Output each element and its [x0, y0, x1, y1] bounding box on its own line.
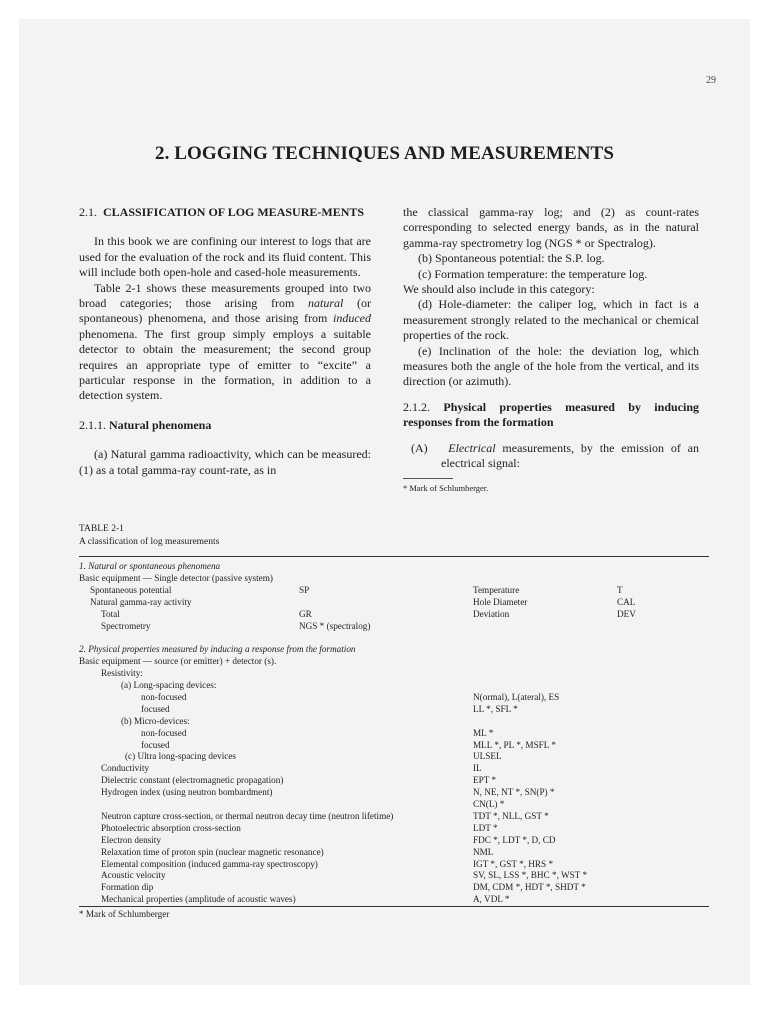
table-row	[79, 751, 709, 763]
section-number: 2.1.	[79, 205, 97, 219]
table-row	[79, 763, 709, 775]
table-cell: Total	[101, 608, 120, 619]
table-cell: N(ormal), L(ateral), ES	[473, 691, 560, 702]
chapter-title: 2. LOGGING TECHNIQUES AND MEASUREMENTS	[154, 143, 614, 164]
table-cell: N, NE, NT *, SN(P) *	[473, 787, 555, 798]
table-row	[79, 775, 709, 787]
table-cell: Electron density	[101, 834, 161, 845]
left-column	[79, 205, 371, 478]
table-cell: Deviation	[473, 608, 510, 619]
table-row	[79, 859, 709, 871]
table-cell: Mechanical properties (amplitude of acoustic waves)	[101, 894, 296, 905]
list-item: (c) Formation temperature: the temperature log.	[418, 266, 648, 281]
table-cell: Conductivity	[101, 763, 149, 774]
table-row	[79, 668, 709, 680]
table-row	[79, 847, 709, 859]
table-cell: IL	[473, 763, 482, 774]
table-cell: Elemental composition (induced gamma-ray spectroscopy)	[101, 858, 318, 869]
table-bottom-rule	[79, 906, 709, 907]
table-cell: ML *	[473, 727, 494, 738]
right-column	[403, 205, 699, 494]
table-cell: (c) Ultra long-spacing devices	[125, 751, 236, 762]
table-row	[79, 704, 709, 716]
table-row	[79, 835, 709, 847]
table-cell: T	[617, 584, 623, 595]
table-row	[79, 561, 709, 573]
table-cell: Spontaneous potential	[90, 584, 172, 595]
document-page	[19, 19, 750, 985]
table-cell: Hole Diameter	[473, 596, 528, 607]
table-cell: Relaxation time of proton spin (nuclear magnetic resonance)	[101, 846, 324, 857]
table-footnote: * Mark of Schlumberger	[79, 909, 170, 919]
table-cell: SV, SL, LSS *, BHC *, WST *	[473, 870, 588, 881]
table-cell: NML	[473, 846, 494, 857]
subsection-heading	[79, 418, 371, 433]
table-cell: ULSEL	[473, 751, 502, 762]
table-cell: Acoustic velocity	[101, 870, 166, 881]
table-row	[79, 644, 709, 656]
table-top-rule	[79, 556, 709, 557]
table-cell: Basic equipment — source (or emitter) + detector (s).	[79, 656, 277, 667]
table-cell: Photoelectric absorption cross-section	[101, 822, 241, 833]
list-item: (d) Hole-diameter: the caliper log, which in fact is a measurement strongly related to the mechanical or chemical properties of the rock.	[403, 297, 699, 343]
table-cell: IGT *, GST *, HRS *	[473, 858, 554, 869]
table-title: A classification of log measurements	[79, 537, 220, 547]
table-cell: 1. Natural or spontaneous phenomena	[79, 561, 221, 571]
section-title: CLASSIFICATION OF LOG MEASURE-MENTS	[103, 205, 365, 219]
subsection-title: Natural phenomena	[109, 417, 212, 432]
table-cell: Temperature	[473, 584, 520, 595]
table-cell: NGS * (spectralog)	[299, 620, 371, 631]
list-item: (b) Spontaneous potential: the S.P. log.	[418, 251, 605, 266]
section-heading	[79, 205, 371, 220]
table-row	[79, 811, 709, 823]
list-item: (A) Electrical measurements, by the emission of an electrical signal:	[411, 440, 700, 471]
table-cell: EPT *	[473, 775, 497, 786]
table-label: TABLE 2-1	[79, 524, 124, 534]
table-row	[79, 585, 709, 597]
table-cell: TDT *, NLL, GST *	[473, 810, 549, 821]
paragraph: We should also include in this category:	[403, 282, 595, 297]
table-cell: focused	[141, 703, 170, 714]
table-row	[79, 632, 709, 644]
subsection-number: 2.1.2.	[403, 399, 430, 414]
table-cell: SP	[299, 584, 310, 595]
table-cell: 2. Physical properties measured by inducing a response from the formation	[79, 644, 356, 655]
table-cell: non-focused	[141, 727, 187, 738]
table-row	[79, 597, 709, 609]
table-cell: Formation dip	[101, 882, 154, 893]
table-cell: (b) Micro-devices:	[121, 715, 190, 726]
table-row	[79, 716, 709, 728]
table-row	[79, 823, 709, 835]
table-cell: A, VDL *	[473, 894, 510, 905]
table-cell: Resistivity:	[101, 668, 143, 679]
table-cell: DEV	[617, 608, 636, 619]
page-number: 29	[706, 75, 716, 86]
table-row	[79, 728, 709, 740]
table-row	[79, 787, 709, 799]
table-cell: LL *, SFL *	[473, 703, 518, 714]
table-cell: focused	[141, 739, 170, 750]
table-cell: Basic equipment — Single detector (passive system)	[79, 572, 273, 583]
table-cell: non-focused	[141, 691, 187, 702]
table-cell: Natural gamma-ray activity	[90, 596, 192, 607]
table-cell: CN(L) *	[473, 799, 505, 809]
table-cell: GR	[299, 608, 312, 619]
paragraph: In this book we are confining our interest to logs that are used for the evaluation of the rock and its fluid content. This will include both open-hole and cased-hole measurements.	[79, 234, 371, 280]
table-row	[79, 680, 709, 692]
table-cell: MLL *, PL *, MSFL *	[473, 739, 556, 750]
table-row	[79, 870, 709, 882]
table-cell: Neutron capture cross-section, or thermal neutron decay time (neutron lifetime)	[101, 810, 394, 821]
table-cell: LDT *	[473, 822, 498, 833]
paragraph: the classical gamma-ray log; and (2) as count-rates corresponding to selected energy bands, as in the natural gamma-ray spectrometry log (NGS * or Spectralog).	[403, 205, 699, 250]
table-cell: FDC *, LDT *, D, CD	[473, 834, 556, 845]
paragraph: (a) Natural gamma radioactivity, which can be measured: (1) as a total gamma-ray count-rate, as in	[79, 447, 371, 477]
table-row	[79, 692, 709, 704]
footnote-rule	[403, 478, 453, 479]
footnote: * Mark of Schlumberger.	[403, 482, 489, 493]
table-cell: Spectrometry	[101, 620, 151, 631]
table-row	[79, 882, 709, 894]
table-row	[79, 656, 709, 668]
list-item: (e) Inclination of the hole: the deviation log, which measures both the angle of the hole from the vertical, and its direction (or azimuth).	[403, 343, 699, 389]
table-cell: Hydrogen index (using neutron bombardment)	[101, 787, 273, 798]
subsection-heading	[403, 400, 699, 431]
table-row	[79, 894, 709, 906]
table-cell: DM, CDM *, HDT *, SHDT *	[473, 882, 586, 893]
table-cell: Dielectric constant (electromagnetic propagation)	[101, 775, 284, 786]
subsection-number: 2.1.1.	[79, 417, 106, 432]
table-row	[79, 740, 709, 752]
table-row	[79, 609, 709, 621]
table-row	[79, 621, 709, 633]
table-cell: (a) Long-spacing devices:	[121, 680, 217, 690]
table-row	[79, 573, 709, 585]
subsection-title: Physical properties measured by inducing responses from the formation	[403, 399, 700, 430]
table-row	[79, 799, 709, 811]
table-cell: CAL	[617, 596, 636, 607]
table-caption	[79, 523, 219, 549]
paragraph: Table 2-1 shows these measurements grouped into two broad categories; those arising from natural (or spontaneous) phenomena, and those arising from induced phenomena. The first group simply employs a suitable detector to obtain the measurement; the second group requires an appropriate type of emitter to “excite” a particular response in the formation, in addition to a detection system.	[79, 280, 371, 403]
